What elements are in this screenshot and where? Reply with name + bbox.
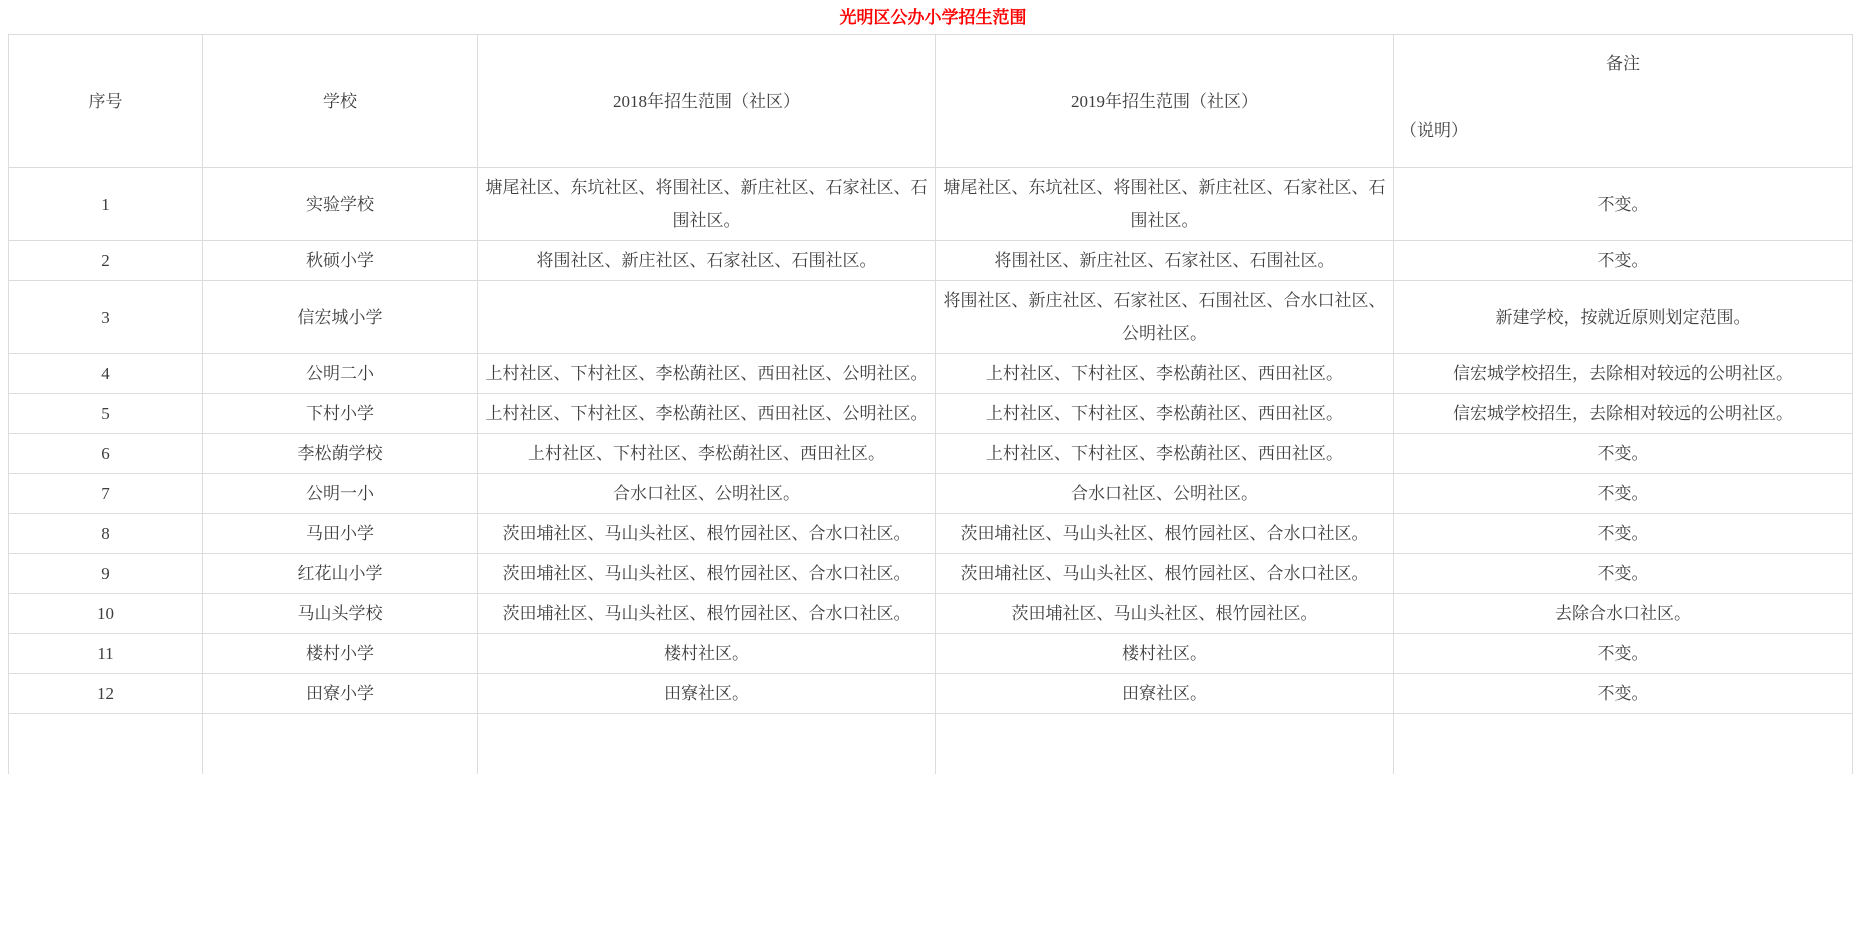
cell-school: 红花山小学 (203, 554, 478, 594)
cell-range-2019: 田寮社区。 (936, 674, 1394, 714)
cell-note: 不变。 (1394, 474, 1853, 514)
cell-school: 公明二小 (203, 354, 478, 394)
page-title: 光明区公办小学招生范围 (839, 8, 1027, 27)
cell-range-2018: 塘尾社区、东坑社区、将围社区、新庄社区、石家社区、石围社区。 (478, 168, 936, 241)
cell-range-2019: 茨田埔社区、马山头社区、根竹园社区。 (936, 594, 1394, 634)
cell-no: 8 (9, 514, 203, 554)
header-range-2018: 2018年招生范围（社区） (478, 35, 936, 168)
cell-note: 信宏城学校招生，去除相对较远的公明社区。 (1394, 354, 1853, 394)
header-note (1394, 35, 1853, 168)
header-school: 学校 (203, 35, 478, 168)
cell-range-2018: 将围社区、新庄社区、石家社区、石围社区。 (478, 241, 936, 281)
cell-note: 不变。 (1394, 241, 1853, 281)
cell-no: 10 (9, 594, 203, 634)
cell-range-2018: 茨田埔社区、马山头社区、根竹园社区、合水口社区。 (478, 554, 936, 594)
table-row (9, 634, 1853, 674)
cell-school: 田寮小学 (203, 674, 478, 714)
cell-range-2018: 楼村社区。 (478, 634, 936, 674)
partial-cell (478, 714, 936, 774)
cell-note: 新建学校，按就近原则划定范围。 (1394, 281, 1853, 354)
cell-range-2019: 上村社区、下村社区、李松蓢社区、西田社区。 (936, 354, 1394, 394)
cell-range-2018: 上村社区、下村社区、李松蓢社区、西田社区、公明社区。 (478, 354, 936, 394)
cell-note: 不变。 (1394, 168, 1853, 241)
cell-range-2019: 将围社区、新庄社区、石家社区、石围社区、合水口社区、公明社区。 (936, 281, 1394, 354)
header-no: 序号 (9, 35, 203, 168)
cell-note: 去除合水口社区。 (1394, 594, 1853, 634)
cell-no: 9 (9, 554, 203, 594)
partial-row (9, 714, 1853, 774)
cell-note: 不变。 (1394, 634, 1853, 674)
cell-range-2019: 上村社区、下村社区、李松蓢社区、西田社区。 (936, 434, 1394, 474)
cell-school: 秋硕小学 (203, 241, 478, 281)
table-body (9, 168, 1853, 774)
cell-range-2018: 田寮社区。 (478, 674, 936, 714)
cell-range-2019: 茨田埔社区、马山头社区、根竹园社区、合水口社区。 (936, 554, 1394, 594)
cell-note: 信宏城学校招生，去除相对较远的公明社区。 (1394, 394, 1853, 434)
cell-school: 信宏城小学 (203, 281, 478, 354)
partial-cell (203, 714, 478, 774)
table-row (9, 394, 1853, 434)
cell-note: 不变。 (1394, 434, 1853, 474)
table-row (9, 168, 1853, 241)
cell-no: 12 (9, 674, 203, 714)
table-row (9, 241, 1853, 281)
table-header (9, 35, 1853, 168)
cell-school: 下村小学 (203, 394, 478, 434)
table-row (9, 514, 1853, 554)
cell-range-2018: 茨田埔社区、马山头社区、根竹园社区、合水口社区。 (478, 594, 936, 634)
partial-cell (9, 714, 203, 774)
cell-school: 楼村小学 (203, 634, 478, 674)
cell-range-2019: 塘尾社区、东坑社区、将围社区、新庄社区、石家社区、石围社区。 (936, 168, 1394, 241)
cell-range-2019: 将围社区、新庄社区、石家社区、石围社区。 (936, 241, 1394, 281)
cell-no: 5 (9, 394, 203, 434)
cell-note: 不变。 (1394, 674, 1853, 714)
cell-range-2018: 上村社区、下村社区、李松蓢社区、西田社区。 (478, 434, 936, 474)
table-row (9, 554, 1853, 594)
cell-no: 1 (9, 168, 203, 241)
cell-school: 公明一小 (203, 474, 478, 514)
cell-no: 7 (9, 474, 203, 514)
header-note-subtitle: （说明） (1400, 121, 1468, 140)
cell-range-2018: 茨田埔社区、马山头社区、根竹园社区、合水口社区。 (478, 514, 936, 554)
cell-school: 实验学校 (203, 168, 478, 241)
header-note-title: 备注 (1606, 54, 1640, 73)
cell-range-2019: 楼村社区。 (936, 634, 1394, 674)
cell-no: 3 (9, 281, 203, 354)
cell-range-2019: 上村社区、下村社区、李松蓢社区、西田社区。 (936, 394, 1394, 434)
cell-no: 6 (9, 434, 203, 474)
cell-note: 不变。 (1394, 514, 1853, 554)
table-row (9, 474, 1853, 514)
cell-range-2019: 合水口社区、公明社区。 (936, 474, 1394, 514)
table-row (9, 281, 1853, 354)
table-row (9, 434, 1853, 474)
cell-range-2018 (478, 281, 936, 354)
cell-range-2018: 合水口社区、公明社区。 (478, 474, 936, 514)
header-row (9, 35, 1853, 168)
partial-cell (1394, 714, 1853, 774)
cell-range-2018: 上村社区、下村社区、李松蓢社区、西田社区、公明社区。 (478, 394, 936, 434)
cell-school: 马山头学校 (203, 594, 478, 634)
cell-no: 11 (9, 634, 203, 674)
table-row (9, 354, 1853, 394)
cell-school: 马田小学 (203, 514, 478, 554)
table-row (9, 674, 1853, 714)
header-range-2019: 2019年招生范围（社区） (936, 35, 1394, 168)
cell-range-2019: 茨田埔社区、马山头社区、根竹园社区、合水口社区。 (936, 514, 1394, 554)
enrollment-table (8, 34, 1853, 774)
cell-school: 李松蓢学校 (203, 434, 478, 474)
partial-cell (936, 714, 1394, 774)
cell-no: 4 (9, 354, 203, 394)
cell-no: 2 (9, 241, 203, 281)
cell-note: 不变。 (1394, 554, 1853, 594)
table-row (9, 594, 1853, 634)
